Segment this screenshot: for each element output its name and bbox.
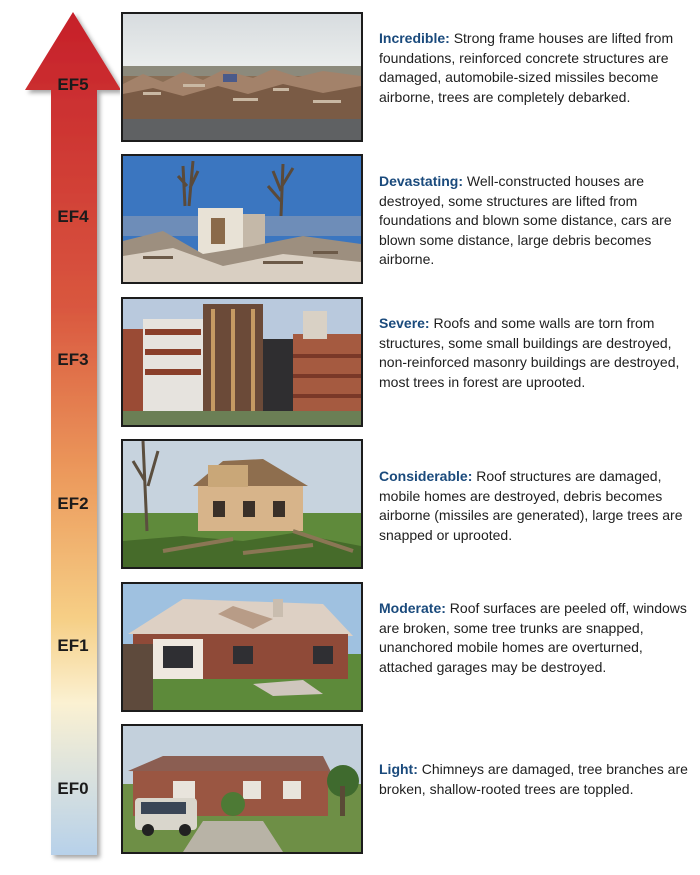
ef3-title: Severe: [379,315,430,331]
ef3-photo [121,297,363,427]
ef4-title: Devastating: [379,173,464,189]
ef4-photo [121,154,363,284]
ef2-label: EF2 [57,494,89,513]
ef1-title: Moderate: [379,600,446,616]
ef5-photo [121,12,363,142]
ef1-text: Roof surfaces are peeled off, windows are broken, some tree trunks are snapped, unanchored mobile homes are overturned, attached garages may be destroyed. [379,600,687,675]
ef4-label: EF4 [57,207,89,226]
ef4-text: Well-constructed houses are destroyed, some structures are lifted from foundations and blown some distance, cars are blown some distance, large debris becomes airborne. [379,173,672,267]
ef2-text: Roof structures are damaged, mobile homes are destroyed, debris becomes airborne (missiles are generated), large trees are snapped or uprooted. [379,468,683,543]
ef5-title: Incredible: [379,30,450,46]
ef5-label: EF5 [57,75,89,94]
ef3-description [379,314,694,392]
ef0-label: EF0 [57,779,89,798]
ef5-text: Strong frame houses are lifted from foundations, reinforced concrete structures are damaged, automobile-sized missiles become airborne, trees are completely debarked. [379,30,674,105]
ef4-description [379,172,694,270]
ef3-text: Roofs and some walls are torn from structures, some small buildings are destroyed, non-reinforced masonry buildings are destroyed, most trees in forest are uprooted. [379,315,680,390]
ef3-label: EF3 [57,350,89,369]
intensity-arrow [0,0,120,875]
ef0-title: Light: [379,761,418,777]
ef2-title: Considerable: [379,468,473,484]
arrow-shape [25,12,120,855]
ef1-description [379,599,694,677]
ef0-description [379,760,694,799]
ef0-text: Chimneys are damaged, tree branches are broken, shallow-rooted trees are toppled. [379,761,688,797]
ef5-description [379,29,694,107]
ef1-photo [121,582,363,712]
ef2-description [379,467,694,545]
ef0-photo [121,724,363,854]
ef1-label: EF1 [57,636,89,655]
ef2-photo [121,439,363,569]
